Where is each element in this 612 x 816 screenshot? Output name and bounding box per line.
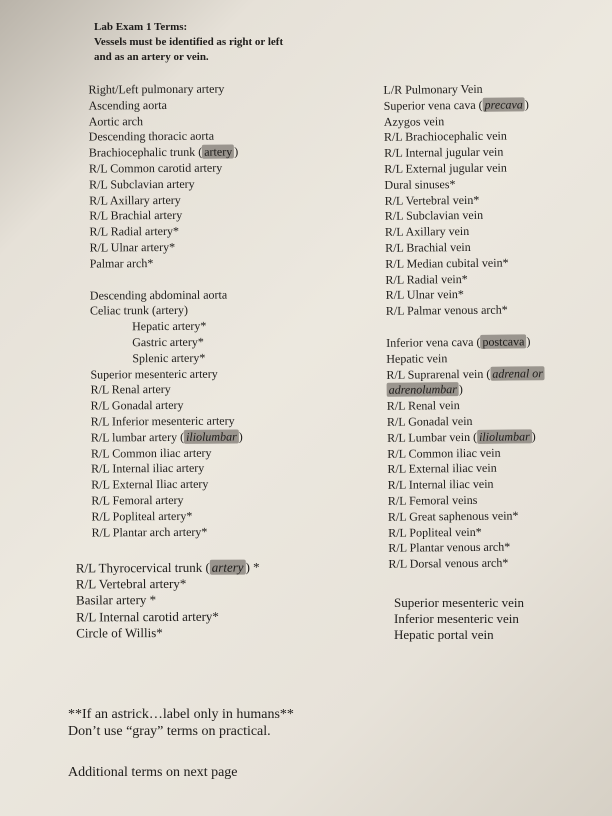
term-text: R/L Internal iliac artery [91, 461, 205, 476]
term-text: R/L Inferior mesenteric artery [90, 413, 235, 429]
term-text: L/R Pulmonary Vein [383, 81, 483, 97]
term-item [91, 508, 243, 525]
term-item [386, 366, 545, 383]
term-text: R/L Radial artery* [89, 224, 180, 239]
term-text: R/L External jugular vein [384, 160, 507, 176]
term-item [90, 287, 242, 304]
term-text: R/L Brachiocephalic vein [383, 128, 507, 145]
term-item [386, 334, 545, 351]
term-item [91, 461, 243, 478]
term-item [385, 223, 544, 240]
term-item [89, 224, 241, 241]
term-text: Inferior mesenteric vein [394, 611, 519, 627]
term-text: R/L Internal jugular vein [384, 144, 504, 161]
term-item [385, 192, 544, 209]
term-item [76, 560, 260, 577]
highlighted-term: artery [204, 144, 233, 159]
header-title: Lab Exam 1 Terms: [94, 21, 188, 33]
highlighted-term: iliolumbar [478, 429, 530, 444]
term-text: Dural sinuses* [384, 176, 456, 192]
term-item [90, 366, 242, 383]
highlighted-term: postcava [482, 334, 525, 349]
term-text: Hepatic vein [386, 350, 448, 366]
highlighted-term: artery [211, 559, 244, 575]
term-text: Superior mesenteric artery [90, 366, 218, 382]
page-header [94, 20, 394, 65]
term-text: R/L Axillary vein [384, 224, 470, 240]
term-text: Descending abdominal aorta [89, 287, 228, 303]
term-text: R/L Brachial vein [385, 239, 471, 255]
term-text: R/L External iliac vein [387, 461, 497, 477]
term-item [89, 208, 241, 225]
arteries-abdominal-list [90, 287, 244, 541]
term-text: R/L Common carotid artery [88, 160, 223, 176]
term-item [387, 413, 546, 430]
term-item [90, 350, 242, 367]
arteries-column [88, 81, 243, 540]
term-text: R/L External Iliac artery [91, 476, 209, 492]
term-item [89, 129, 241, 146]
term-text: R/L Plantar arch artery* [91, 524, 208, 540]
term-item [388, 539, 547, 556]
term-item [89, 192, 241, 209]
term-text: R/L Vertebral vein* [384, 192, 480, 208]
term-item [89, 97, 241, 114]
term-item [387, 460, 546, 477]
term-text: R/L Plantar venous arch* [388, 539, 511, 556]
term-item [89, 145, 241, 162]
term-suffix: ) [238, 429, 243, 444]
term-text: Superior mesenteric vein [394, 595, 524, 610]
term-item [91, 445, 243, 462]
term-item [76, 576, 260, 593]
term-item [394, 611, 524, 627]
term-item [90, 319, 242, 336]
term-item [386, 302, 545, 319]
term-text: R/L Subclavian artery [89, 176, 195, 192]
veins-portal-list [394, 595, 524, 644]
term-item [91, 429, 243, 446]
term-item [387, 445, 546, 462]
term-text: Hepatic artery* [132, 318, 207, 334]
term-text: R/L Lumbar vein ( [387, 429, 478, 445]
term-text: R/L Renal artery [90, 382, 171, 397]
term-item [384, 129, 543, 146]
term-item [90, 382, 242, 399]
term-text: R/L Vertebral artery* [75, 576, 187, 592]
term-text: R/L Suprarenal vein ( [386, 366, 491, 382]
term-text: Palmar arch* [89, 255, 154, 271]
gray-terms-note: Don’t use “gray” terms on practical. [68, 724, 271, 739]
term-text: R/L Common iliac artery [90, 445, 212, 461]
term-text: Hepatic portal vein [394, 627, 494, 643]
term-text: R/L Axillary artery [89, 192, 181, 208]
term-text: Azygos vein [383, 113, 445, 129]
term-suffix: ) [524, 97, 529, 112]
term-text: R/L Thyrocervical trunk ( [75, 559, 210, 576]
term-item [91, 398, 243, 415]
term-item [385, 271, 544, 288]
term-text: R/L Palmar venous arch* [385, 302, 508, 318]
term-text: R/L Dorsal venous arch* [388, 555, 509, 571]
term-item [384, 176, 543, 193]
term-item [385, 239, 544, 256]
term-text: Circle of Willis* [76, 624, 163, 641]
term-text: Splenic artery* [132, 350, 206, 365]
footer-notes [68, 706, 294, 740]
term-item [384, 97, 543, 114]
term-item [388, 508, 547, 525]
term-item [90, 303, 242, 320]
term-text: Descending thoracic aorta [88, 129, 215, 144]
term-item [387, 429, 546, 446]
term-text: Inferior vena cava ( [386, 334, 481, 350]
asterisk-note: **If an astrick…label only in humans** [68, 707, 294, 722]
term-text: R/L lumbar artery ( [90, 429, 185, 445]
term-item [90, 255, 242, 272]
highlighted-term: adrenal or [492, 365, 543, 381]
veins-column [383, 81, 547, 573]
term-item [388, 524, 547, 541]
term-suffix: ) [526, 334, 531, 349]
highlighted-term: iliolumbar [186, 429, 237, 444]
highlighted-term: precava [484, 97, 523, 112]
term-item [386, 350, 545, 367]
term-suffix: ) [234, 144, 239, 159]
term-text: R/L Femoral artery [91, 492, 184, 508]
term-text: R/L Median cubital vein* [385, 255, 509, 271]
term-text: R/L Gonadal artery [90, 398, 184, 413]
term-text: R/L Popliteal artery* [91, 508, 193, 524]
term-item [384, 144, 543, 161]
term-text: R/L Common iliac vein [387, 445, 501, 461]
term-item [89, 160, 241, 177]
term-item [91, 492, 243, 509]
term-text: R/L Brachial artery [89, 208, 183, 223]
arteries-head-list [76, 560, 260, 642]
term-text: Gastric artery* [132, 334, 204, 350]
term-item [91, 524, 243, 541]
term-suffix: ) * [245, 559, 260, 575]
term-text: R/L Renal vein [386, 398, 460, 413]
term-item [387, 382, 546, 399]
term-item [388, 555, 547, 572]
veins-abdominal-list [386, 334, 547, 573]
term-text: Aortic arch [88, 113, 144, 129]
term-text: Right/Left pulmonary artery [88, 81, 225, 97]
term-text: R/L Gonadal vein [386, 413, 473, 429]
term-item [384, 113, 543, 130]
term-suffix: ) [531, 429, 536, 444]
term-item [76, 608, 260, 625]
term-text: Ascending aorta [88, 97, 167, 113]
term-item [386, 287, 545, 304]
term-item [89, 113, 241, 130]
term-item [383, 81, 542, 98]
term-item [76, 624, 260, 641]
term-suffix: ) [458, 382, 463, 397]
term-text: R/L Popliteal vein* [388, 524, 482, 540]
header-instruction-line-2: and as an artery or vein. [94, 51, 209, 63]
term-item [388, 492, 547, 509]
term-text: R/L Internal iliac vein [387, 476, 494, 492]
term-text: R/L Radial vein* [385, 271, 468, 287]
highlighted-term: adrenolumbar [388, 382, 457, 398]
term-text: R/L Internal carotid artery* [76, 608, 219, 625]
term-item [88, 81, 240, 98]
term-item [394, 595, 524, 611]
term-text: R/L Femoral veins [387, 492, 478, 508]
term-item [388, 476, 547, 493]
term-item [394, 627, 524, 643]
term-item [89, 176, 241, 193]
term-item [387, 397, 546, 414]
term-item [91, 477, 243, 494]
term-text: Basilar artery * [75, 592, 157, 608]
next-page-note: Additional terms on next page [68, 765, 238, 780]
term-item [90, 334, 242, 351]
term-text: Superior vena cava ( [383, 97, 483, 113]
term-item [385, 255, 544, 272]
header-instruction-line-1: Vessels must be identified as right or left [94, 36, 284, 48]
term-text: R/L Great saphenous vein* [387, 508, 519, 524]
veins-upper-list [383, 81, 544, 320]
term-text: Celiac trunk (artery) [89, 303, 188, 318]
term-text: R/L Subclavian vein [384, 208, 484, 224]
term-item [90, 239, 242, 256]
term-text: R/L Ulnar artery* [89, 239, 176, 255]
term-item [76, 592, 260, 609]
term-item [91, 413, 243, 430]
term-text: Brachiocephalic trunk ( [88, 144, 203, 160]
term-item [384, 160, 543, 177]
arteries-upper-list [88, 81, 241, 272]
term-item [385, 208, 544, 225]
term-text: R/L Ulnar vein* [385, 287, 464, 303]
